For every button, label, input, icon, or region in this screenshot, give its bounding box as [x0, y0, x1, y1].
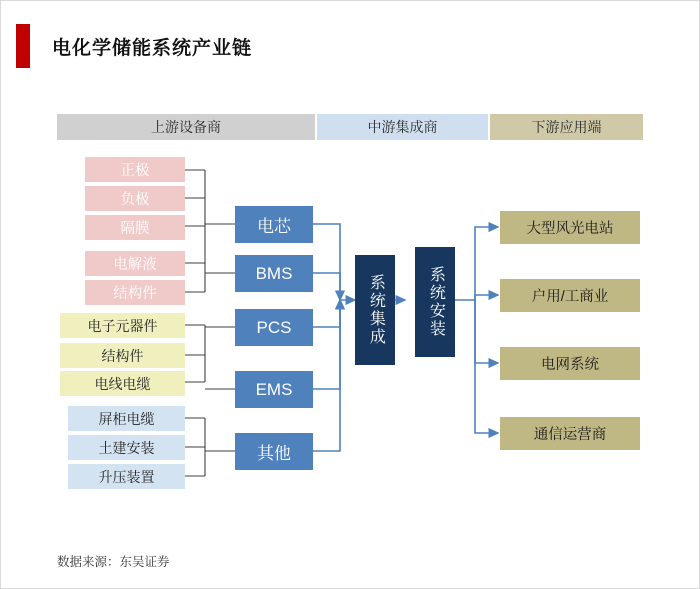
node-upstream-other-2[interactable]: 升压装置 — [68, 464, 185, 489]
node-application-3[interactable]: 通信运营商 — [500, 417, 640, 450]
node-upstream-material-0[interactable]: 正极 — [85, 157, 185, 182]
node-system-installation[interactable] — [415, 247, 455, 357]
node-upstream-component-0[interactable]: 电子元器件 — [60, 313, 185, 338]
node-system-integration-label: 系统集成 — [367, 274, 385, 346]
node-module-pcs[interactable]: PCS — [235, 309, 313, 346]
node-module-ems[interactable]: EMS — [235, 371, 313, 408]
node-upstream-other-0[interactable]: 屏柜电缆 — [68, 406, 185, 431]
page-title — [16, 24, 252, 68]
node-module-cell[interactable]: 电芯 — [235, 206, 313, 243]
node-system-integration[interactable] — [355, 255, 395, 365]
node-system-installation-label: 系统安装 — [427, 266, 445, 338]
node-application-1[interactable]: 户用/工商业 — [500, 279, 640, 312]
node-upstream-material-3[interactable]: 电解液 — [85, 251, 185, 276]
node-upstream-material-4[interactable]: 结构件 — [85, 280, 185, 305]
node-module-other[interactable]: 其他 — [235, 433, 313, 470]
node-upstream-component-2[interactable]: 电线电缆 — [60, 371, 185, 396]
source-note: 数据来源：东吴证券 — [57, 555, 170, 569]
title-accent-bar — [16, 24, 30, 68]
node-upstream-material-2[interactable]: 隔膜 — [85, 215, 185, 240]
node-application-2[interactable]: 电网系统 — [500, 347, 640, 380]
node-upstream-component-1[interactable]: 结构件 — [60, 343, 185, 368]
node-upstream-material-1[interactable]: 负极 — [85, 186, 185, 211]
node-application-0[interactable]: 大型风光电站 — [500, 211, 640, 244]
band-upstream: 上游设备商 — [57, 114, 315, 140]
node-module-bms[interactable]: BMS — [235, 255, 313, 292]
node-upstream-other-1[interactable]: 土建安装 — [68, 435, 185, 460]
band-downstream: 下游应用端 — [490, 114, 643, 140]
title-label: 电化学储能系统产业链 — [52, 37, 253, 59]
band-midstream: 中游集成商 — [317, 114, 488, 140]
